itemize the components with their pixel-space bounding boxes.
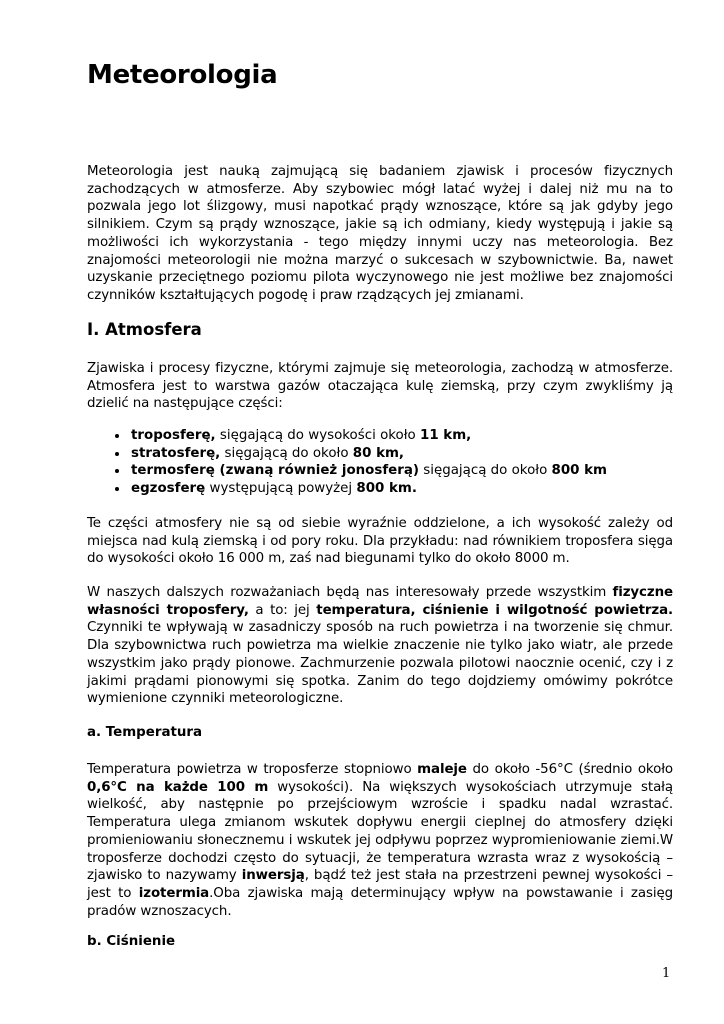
atmosfera-paragraph-2: Te części atmosfery nie są od siebie wyraźnie oddzielone, a ich wysokość zależy od miejsca nad kulą ziemską i od pory roku. Dla przykładu: nad równikiem troposfera sięga do wysokości około 16 000 m, zaś nad biegunami tylko do około 8000 m.	[87, 516, 673, 567]
intro-paragraph: Meteorologia jest nauką zajmującą się badaniem zjawisk i procesów fizycznych zachodzących w atmosferze. Aby szybowiec mógł latać wyżej i dalej niż mu na to pozwala jego lot ślizgowy, musi napotkać prądy wznoszące, które są jak gdyby jego silnikiem. Czym są prądy wznoszące, jakie są ich odmiany, kiedy występują i jakie są możliwości ich wykorzystania - tego między innymi uczy nas meteorologia. Bez znajomości meteorologii nie można marzyć o sukcesach w szybownictwie. Ba, nawet uzyskanie przeciętnego poziomu pilota wyczynowego nie jest możliwe bez znajomości czynników kształtujących pogodę i praw rządzących jej zmianami.	[87, 164, 673, 303]
list-item: • stratosferę, sięgającą do około 80 km,	[129, 445, 607, 463]
subsection-heading-temperatura: a. Temperatura	[87, 725, 203, 740]
subsection-heading-cisnienie: b. Ciśnienie	[87, 934, 176, 949]
atmosfera-paragraph-3: W naszych dalszych rozważaniach będą nas interesowały przede wszystkim fizyczne własności troposfery, a to: jej temperatura, ciśnienie i wilgotność powietrza. Czynniki te wpływają w zasadniczy sposób na ruch powietrza i na tworzenie się chmur. Dla szybownictwa ruch powietrza ma wielkie znaczenie nie tylko jako wiatr, ale przede wszystkim jako prądy pionowe. Zachmurzenie pozwala pilotowi naocznie ocenić, czy i z jakimi prądami pionowymi się spotka. Zanim do tego dojdziemy omówimy pokrótce wymienione czynniki meteorologiczne.	[87, 585, 674, 707]
page-number: 1	[662, 966, 671, 981]
list-item: • termosferę (zwaną również jonosferą) sięgającą do około 800 km	[129, 462, 607, 480]
atmosfera-paragraph-1: Zjawiska i procesy fizyczne, którymi zajmuje się meteorologia, zachodzą w atmosferze. Atmosfera jest to warstwa gazów otaczająca kulę ziemską, przy czym zwykliśmy ją dzielić na następujące części:	[87, 361, 673, 412]
list-item: • egzosferę występującą powyżej 800 km.	[129, 480, 607, 498]
temperatura-paragraph: Temperatura powietrza w troposferze stopniowo maleje do około -56°C (średnio około 0,6°C na każde 100 m wysokości). Na większych wysokościach utrzymuje stałą wielkość, aby następnie po przejściowym wzroście i spadku nadal wzrastać. Temperatura ulega zmianom wskutek dopływu energii cieplnej do atmosfery dzięki promieniowaniu słonecznemu i wskutek jej odpływu poprzez wypromieniowanie ziemi.W troposferze dochodzi często do sytuacji, że temperatura wzrasta wraz z wysokością –zjawisko to nazywamy inwersją, bądź też jest stała na przestrzeni pewnej wysokości –jest to izotermia.Oba zjawiska mają determinujący wpływ na powstawanie i zasięg pradów wznoszacych.	[87, 762, 674, 919]
list-item: • troposferę, sięgającą do wysokości około 11 km,	[129, 427, 607, 445]
atmosphere-layers-list	[87, 427, 607, 497]
page-title: Meteorologia	[87, 60, 278, 90]
section-heading-atmosfera: I. Atmosfera	[87, 320, 202, 339]
